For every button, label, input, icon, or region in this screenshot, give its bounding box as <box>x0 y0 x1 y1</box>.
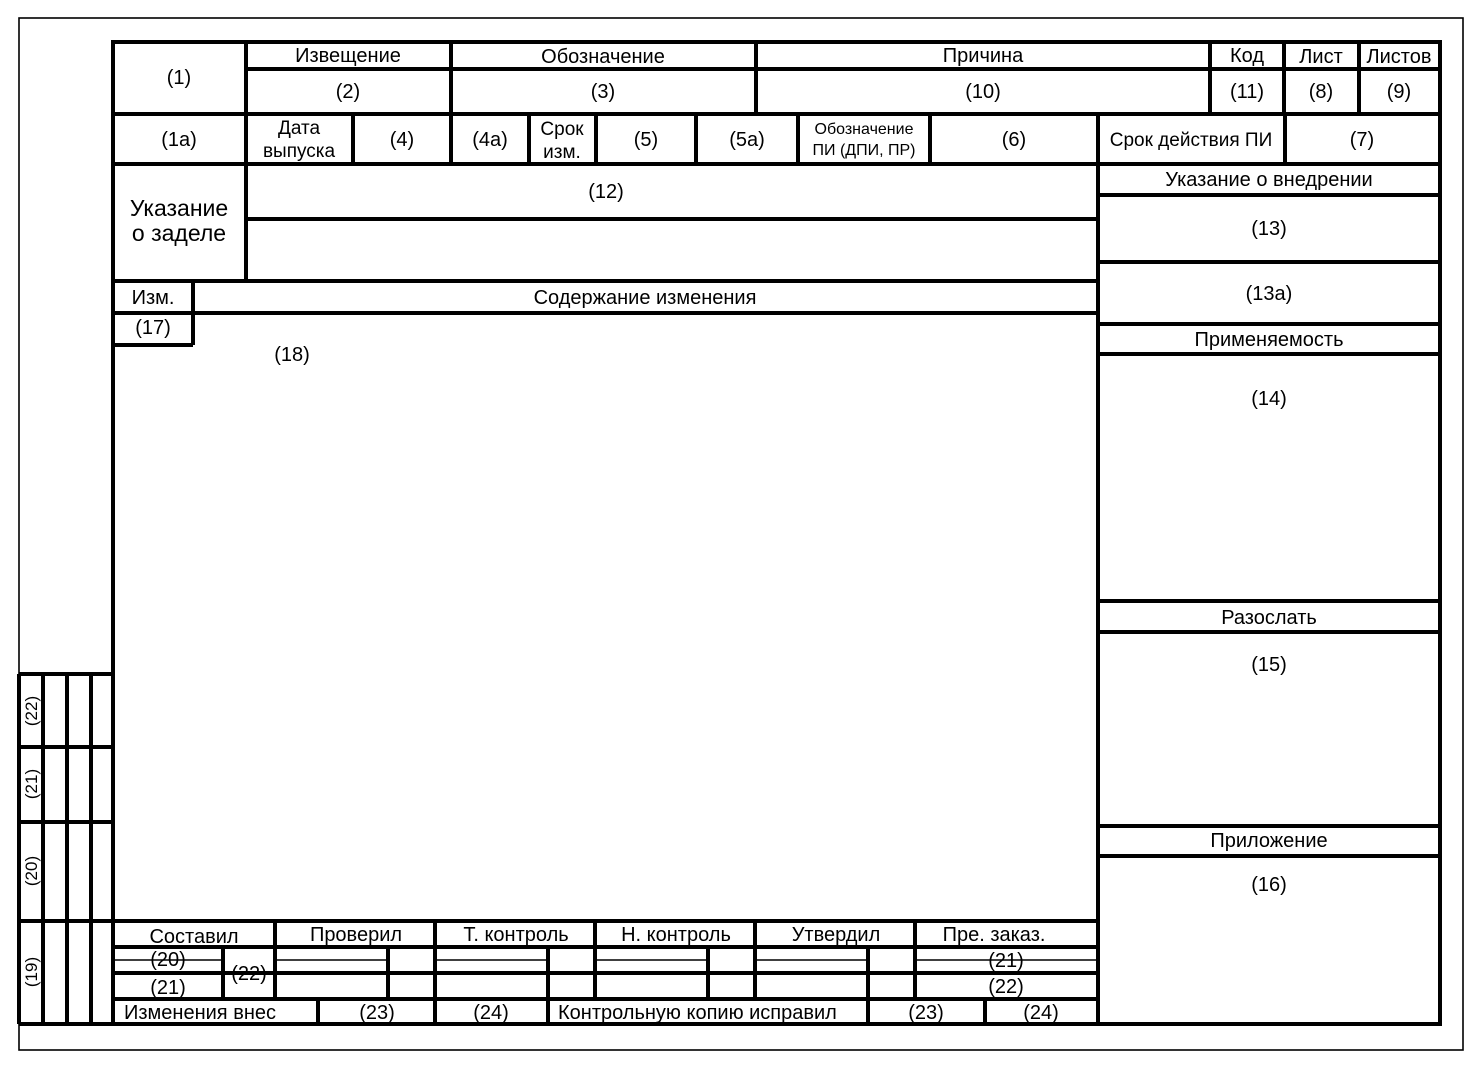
backlog-label-line2: о заделе <box>131 220 227 246</box>
field-5: (5) <box>633 129 659 151</box>
field-6: (6) <box>1001 129 1027 151</box>
norm-control-label: Н. контроль <box>621 924 731 946</box>
field-15: (15) <box>1251 654 1287 676</box>
backlog-label-line1: Указание <box>129 195 229 221</box>
change-term-label-line1: Срок <box>540 119 584 140</box>
sheets-label: Листов <box>1366 46 1432 68</box>
field-1a: (1а) <box>161 129 197 151</box>
approved-label: Утвердил <box>791 924 881 946</box>
field-8: (8) <box>1308 81 1334 103</box>
field-4: (4) <box>389 129 415 151</box>
field-3: (3) <box>590 81 616 103</box>
changes-made-label: Изменения внес <box>124 1002 276 1024</box>
field-23b: (23) <box>908 1002 944 1024</box>
field-24b: (24) <box>1023 1002 1059 1024</box>
field-14: (14) <box>1251 388 1287 410</box>
field-23: (23) <box>359 1002 395 1024</box>
checked-label: Проверил <box>309 924 403 946</box>
sheet-label: Лист <box>1299 46 1343 68</box>
customer-rep-label: Пре. заказ. <box>942 924 1046 946</box>
compiled-label: Составил <box>149 926 239 948</box>
field-10: (10) <box>965 81 1001 103</box>
field-2: (2) <box>335 81 361 103</box>
field-7: (7) <box>1349 129 1375 151</box>
change-no-label: Изм. <box>131 287 175 309</box>
distribute-label: Разослать <box>1221 607 1317 629</box>
field-9: (9) <box>1386 81 1412 103</box>
reason-label: Причина <box>942 45 1024 67</box>
change-term-label-line2: изм. <box>543 142 581 163</box>
field-1: (1) <box>166 67 192 89</box>
field-22: (22) <box>231 963 267 985</box>
field-22-right: (22) <box>988 976 1024 998</box>
margin-field-19: (19) <box>22 956 41 988</box>
field-16: (16) <box>1251 874 1287 896</box>
field-5a: (5а) <box>729 129 765 151</box>
field-13: (13) <box>1251 218 1287 240</box>
field-17: (17) <box>135 317 171 339</box>
field-21: (21) <box>150 977 186 999</box>
tech-control-label: Т. контроль <box>463 924 569 946</box>
field-12: (12) <box>588 181 624 203</box>
designation-label: Обозначение <box>541 46 665 68</box>
control-copy-label: Контрольную копию исправил <box>558 1002 837 1024</box>
code-label: Код <box>1229 45 1265 67</box>
field-11: (11) <box>1229 81 1265 103</box>
field-13a: (13а) <box>1245 283 1293 305</box>
pi-validity-label: Срок действия ПИ <box>1109 130 1273 151</box>
margin-field-21: (21) <box>22 768 41 800</box>
margin-field-22: (22) <box>22 695 41 727</box>
implementation-label: Указание о внедрении <box>1165 169 1373 191</box>
applicability-label: Применяемость <box>1194 329 1344 351</box>
field-21-right: (21) <box>988 950 1024 972</box>
margin-field-20: (20) <box>22 855 41 887</box>
attachment-label: Приложение <box>1210 830 1328 852</box>
pi-designation-label-line1: Обозначение <box>814 121 914 138</box>
content-label: Содержание изменения <box>533 287 757 309</box>
pi-designation-label-line2: ПИ (ДПИ, ПР) <box>812 142 916 159</box>
notice-label: Извещение <box>295 45 401 67</box>
field-18: (18) <box>274 344 310 366</box>
field-24: (24) <box>473 1002 509 1024</box>
field-4a: (4а) <box>472 129 508 151</box>
field-20: (20) <box>150 949 186 971</box>
issue-date-label-line1: Дата <box>277 118 321 139</box>
issue-date-label-line2: выпуска <box>262 141 336 162</box>
